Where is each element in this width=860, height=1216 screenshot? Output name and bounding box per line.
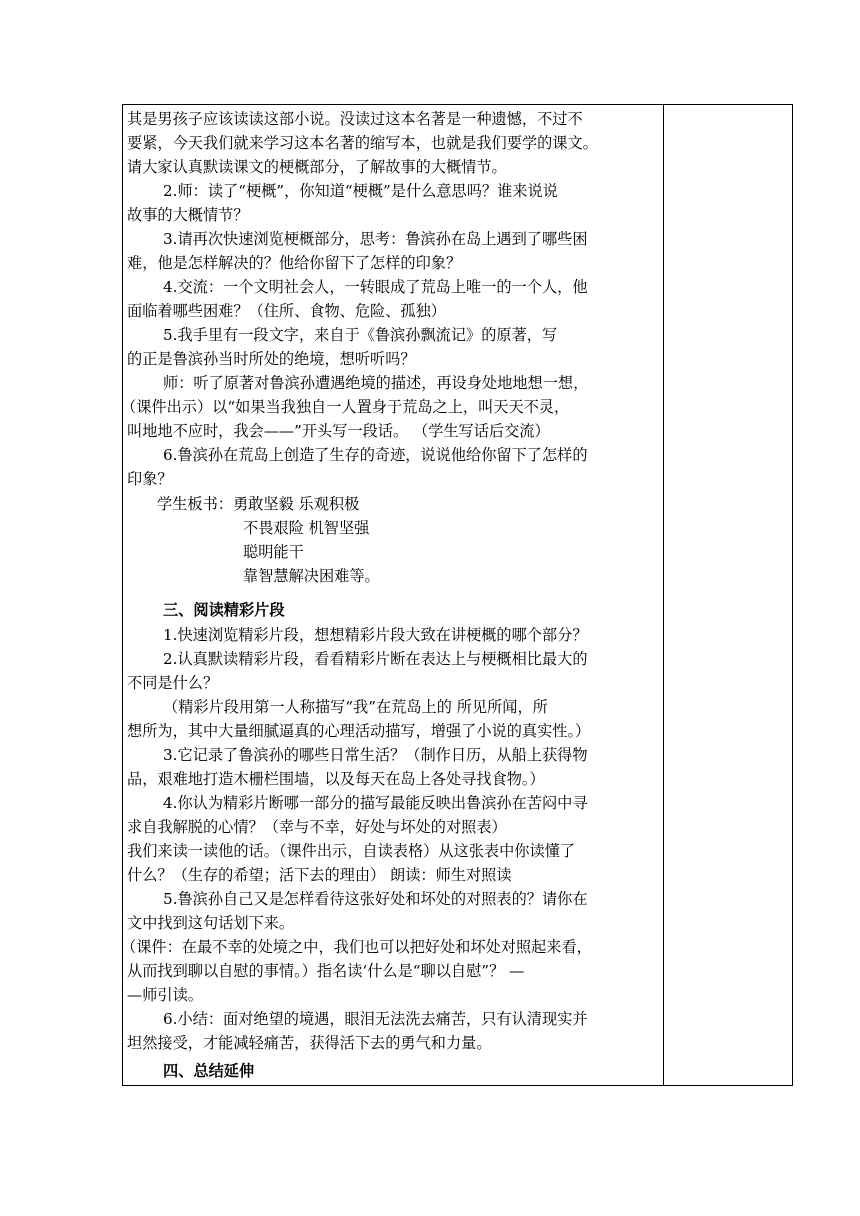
text-line: 印象？ bbox=[127, 470, 173, 488]
text-line: 6.小结：面对绝望的境遇，眼泪无法洗去痛苦，只有认清现实并 bbox=[163, 1010, 588, 1028]
text-line: 品，艰难地打造木栅栏围墙，以及每天在岛上各处寻找食物。） bbox=[127, 770, 545, 788]
section-heading: 三、阅读精彩片段 bbox=[163, 601, 285, 619]
text-line: 聪明能干 bbox=[243, 543, 304, 561]
text-line: 坦然接受，才能减轻痛苦，获得活下去的勇气和力量。 bbox=[127, 1034, 492, 1052]
text-line: 师：听了原著对鲁滨孙遭遇绝境的描述，再设身处地地想一想， bbox=[163, 374, 589, 392]
text-line: 从而找到聊以自慰的事情。）指名读‘什么是“聊以自慰”？ — bbox=[127, 962, 525, 980]
text-line: 学生板书：勇敢坚毅 乐观积极 bbox=[157, 495, 360, 513]
text-line: 叫地地不应时，我会——”开头写一段话。 （学生写话后交流） bbox=[127, 422, 550, 440]
text-line: 文中找到这句话划下来。 bbox=[127, 914, 295, 932]
text-line: 要紧，今天我们就来学习这本名著的缩写本，也就是我们要学的课文。 bbox=[127, 134, 598, 152]
text-line: 4.交流：一个文明社会人，一转眼成了荒岛上唯一的一个人，他 bbox=[163, 278, 588, 296]
text-line: 我们来读一读他的话。（课件出示，自读表格）从这张表中你读懂了 bbox=[127, 842, 576, 860]
text-line: 不畏艰险 机智坚强 bbox=[243, 519, 370, 537]
text-line: 3.它记录了鲁滨孙的哪些日常生活？（制作日历，从船上获得物 bbox=[163, 746, 588, 764]
text-line: 面临着哪些困难？（住所、食物、危险、孤独） bbox=[127, 302, 446, 320]
text-line: 想所为，其中大量细腻逼真的心理活动描写，增强了小说的真实性。） bbox=[127, 722, 591, 740]
text-line: 靠智慧解决困难等。 bbox=[243, 567, 380, 585]
text-line: 4.你认为精彩片断哪一部分的描写最能反映出鲁滨孙在苦闷中寻 bbox=[163, 794, 588, 812]
text-line: 请大家认真默读课文的梗概部分，了解故事的大概情节。 bbox=[127, 158, 507, 176]
text-line: 2.师：读了“梗概”，你知道“梗概”是什么意思吗？谁来说说 bbox=[163, 182, 558, 200]
text-line: 其是男孩子应该读读这部小说。没读过这本名著是一种遗憾，不过不 bbox=[127, 110, 583, 128]
text-line: 5.鲁滨孙自己又是怎样看待这张好处和坏处的对照表的？请你在 bbox=[163, 890, 588, 908]
text-line: 求自我解脱的心情？（幸与不幸，好处与坏处的对照表） bbox=[127, 818, 507, 836]
text-line: 不同是什么？ bbox=[127, 674, 219, 692]
text-line: （课件：在最不幸的处境之中，我们也可以把好处和坏处对照起来看， bbox=[121, 938, 592, 956]
text-line: 2.认真默读精彩片段，看看精彩片断在表达上与梗概相比最大的 bbox=[163, 650, 588, 668]
text-line: 难，他是怎样解决的？他给你留下了怎样的印象？ bbox=[127, 254, 462, 272]
text-line: （课件出示）以“如果当我独自一人置身于荒岛之上，叫天天不灵， bbox=[121, 398, 570, 416]
text-line: 什么？（生存的希望；活下去的理由） 朗读：师生对照读 bbox=[127, 866, 512, 884]
text-line: 3.请再次快速浏览梗概部分，思考：鲁滨孙在岛上遇到了哪些困 bbox=[163, 230, 588, 248]
text-line: 故事的大概情节？ bbox=[127, 206, 249, 224]
text-line: —师引读。 bbox=[127, 986, 203, 1004]
text-line: 5.我手里有一段文字，来自于《鲁滨孙飘流记》的原著，写 bbox=[163, 326, 558, 344]
text-line: 1.快速浏览精彩片段，想想精彩片段大致在讲梗概的哪个部分？ bbox=[163, 626, 588, 644]
text-line: 的正是鲁滨孙当时所处的绝境，想听听吗？ bbox=[127, 350, 416, 368]
text-line: （精彩片段用第一人称描写“我”在荒岛上的 所见所闻，所 bbox=[163, 698, 548, 716]
text-line: 6.鲁滨孙在荒岛上创造了生存的奇迹，说说他给你留下了怎样的 bbox=[163, 446, 588, 464]
column-divider bbox=[663, 104, 664, 1086]
section-heading: 四、总结延伸 bbox=[163, 1062, 255, 1080]
